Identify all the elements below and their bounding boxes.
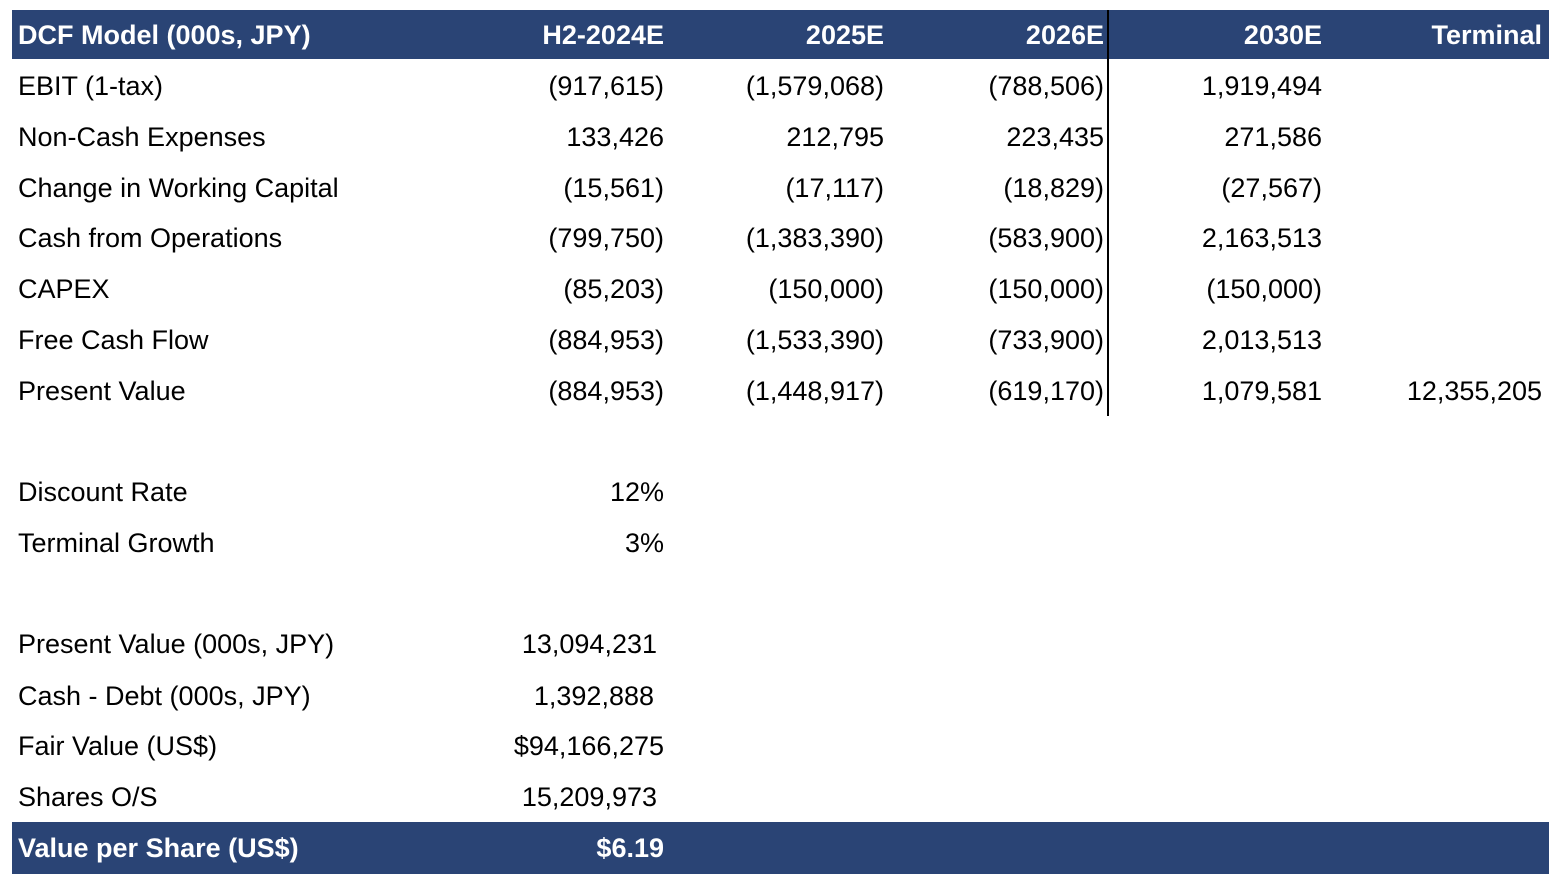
table-row-cash-from-operations <box>0 213 1556 263</box>
table-cell: (799,750) <box>548 223 664 253</box>
table-cell: 2,013,513 <box>1201 325 1322 355</box>
terminal-growth-value: 3% <box>624 528 664 558</box>
table-cell: 2,163,513 <box>1201 223 1322 253</box>
table-cell <box>1322 61 1542 111</box>
shares-outstanding-label: Shares O/S <box>18 782 158 812</box>
table-row-capex <box>0 264 1556 314</box>
table-cell: (27,567) <box>1221 173 1322 203</box>
row-label: Free Cash Flow <box>18 325 209 355</box>
discount-rate-value: 12% <box>609 477 664 507</box>
row-label: Change in Working Capital <box>18 173 339 203</box>
table-cell: (150,000) <box>988 274 1104 304</box>
table-row-free-cash-flow <box>0 315 1556 365</box>
column-header-2026e: 2026E <box>1025 20 1104 50</box>
table-cell: (15,561) <box>563 173 664 203</box>
row-label: EBIT (1-tax) <box>18 71 164 101</box>
table-row-change-in-working-capital <box>0 163 1556 213</box>
table-cell: 12,355,205 <box>1406 376 1542 406</box>
cash-minus-debt-value: 1,392,888 <box>533 681 654 711</box>
table-cell: (1,448,917) <box>745 376 884 406</box>
table-title: DCF Model (000s, JPY) <box>18 20 311 50</box>
table-row-ebit <box>0 61 1556 111</box>
column-header-terminal: Terminal <box>1431 20 1542 50</box>
table-cell <box>1322 264 1542 314</box>
table-cell: (150,000) <box>768 274 884 304</box>
shares-outstanding-value: 15,209,973 <box>521 782 657 812</box>
table-cell: (17,117) <box>785 173 884 203</box>
fair-value-row <box>0 721 1556 771</box>
column-header-2030e: 2030E <box>1243 20 1322 50</box>
row-label: Cash from Operations <box>18 223 283 253</box>
fair-value-value: $94,166,275 <box>513 731 664 761</box>
header-row <box>0 10 1556 60</box>
table-row-present-value <box>0 366 1556 416</box>
value-per-share-label: Value per Share (US$) <box>18 833 299 863</box>
table-cell: (788,506) <box>988 71 1104 101</box>
table-cell: (733,900) <box>988 325 1104 355</box>
terminal-growth-label: Terminal Growth <box>18 528 215 558</box>
table-cell: 271,586 <box>1224 122 1322 152</box>
table-cell: (1,383,390) <box>745 223 884 253</box>
table-cell: (884,953) <box>548 325 664 355</box>
table-cell: (583,900) <box>988 223 1104 253</box>
present-value-total-row <box>0 619 1556 669</box>
table-cell: (85,203) <box>563 274 664 304</box>
terminal-growth-row <box>0 518 1556 568</box>
table-cell: 1,919,494 <box>1201 71 1322 101</box>
table-cell: 133,426 <box>566 122 664 152</box>
table-cell: (1,533,390) <box>745 325 884 355</box>
discount-rate-label: Discount Rate <box>18 477 188 507</box>
table-cell <box>1322 213 1542 263</box>
table-cell: (150,000) <box>1206 274 1322 304</box>
present-value-total-value: 13,094,231 <box>521 629 657 659</box>
table-cell: (1,579,068) <box>745 71 884 101</box>
table-cell: 212,795 <box>786 122 884 152</box>
column-header-2025e: 2025E <box>805 20 884 50</box>
row-label: CAPEX <box>18 274 110 304</box>
table-cell: (917,615) <box>548 71 664 101</box>
row-label: Non-Cash Expenses <box>18 122 266 152</box>
table-cell <box>1322 112 1542 162</box>
table-cell: (18,829) <box>1003 173 1104 203</box>
discount-rate-row <box>0 467 1556 517</box>
table-cell <box>1322 315 1542 365</box>
table-cell: 223,435 <box>1006 122 1104 152</box>
table-cell <box>1322 163 1542 213</box>
present-value-total-label: Present Value (000s, JPY) <box>18 629 335 659</box>
column-header-h2-2024e: H2-2024E <box>542 20 664 50</box>
table-cell: (884,953) <box>548 376 664 406</box>
table-cell: (619,170) <box>988 376 1104 406</box>
cash-minus-debt-row <box>0 671 1556 721</box>
table-cell: 1,079,581 <box>1201 376 1322 406</box>
cash-minus-debt-label: Cash - Debt (000s, JPY) <box>18 681 311 711</box>
shares-outstanding-row <box>0 772 1556 822</box>
value-per-share-value: $6.19 <box>596 833 664 863</box>
value-per-share-row <box>0 822 1556 874</box>
table-row-non-cash-expenses <box>0 112 1556 162</box>
fair-value-label: Fair Value (US$) <box>18 731 218 761</box>
row-label: Present Value <box>18 376 186 406</box>
